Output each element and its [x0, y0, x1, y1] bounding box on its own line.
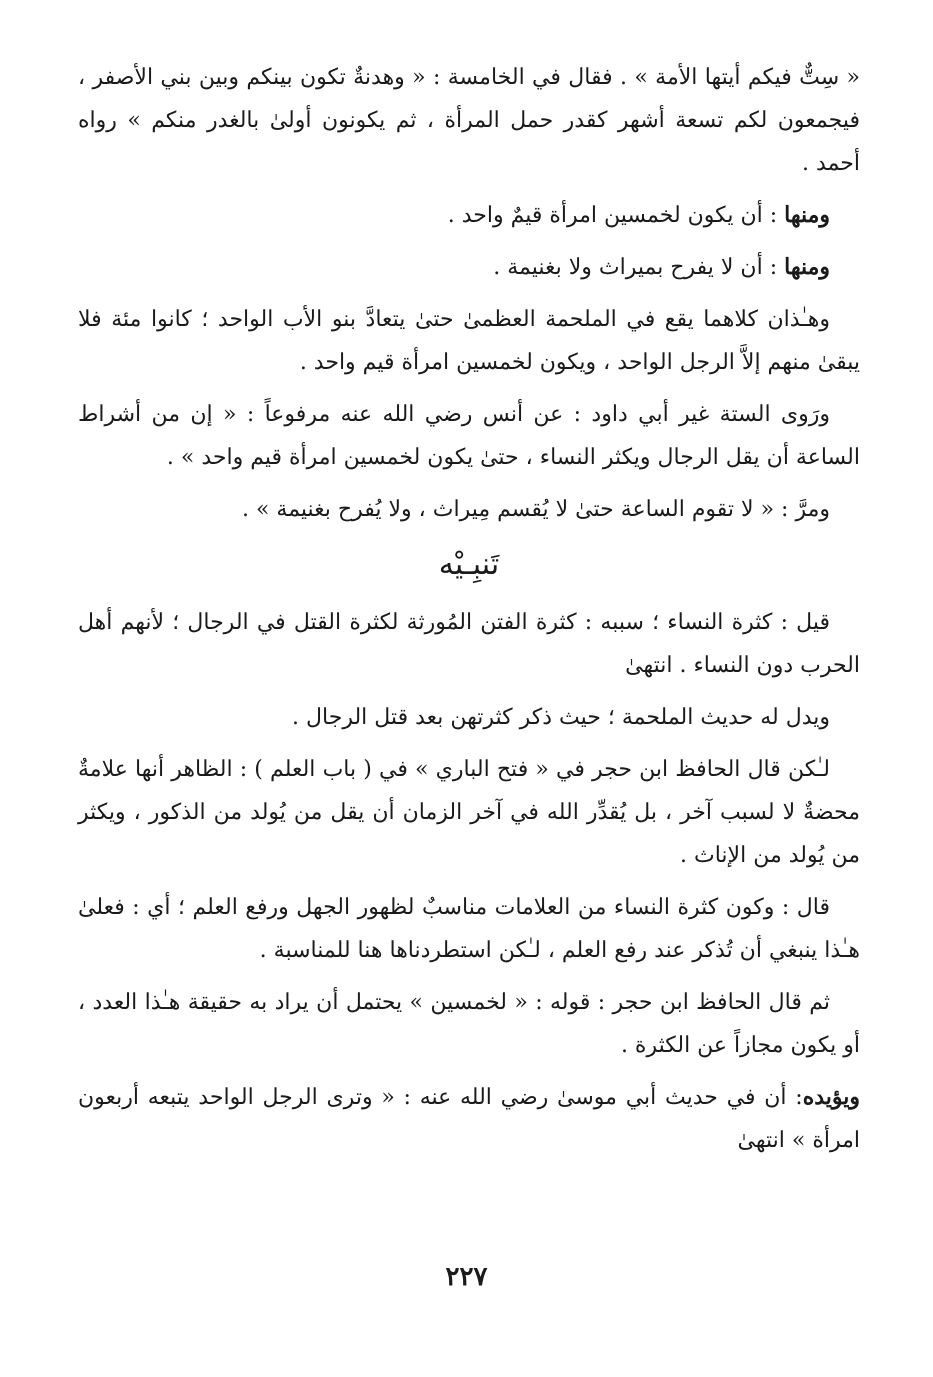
paragraph-8-text: ويدل له حديث الملحمة ؛ حيث ذكر كثرتهن بعد قتل الرجال . — [292, 705, 830, 730]
section-heading: تَنبِـيْه — [438, 547, 500, 582]
paragraph-11-text: ثم قال الحافظ ابن حجر : قوله : « لخمسين » يحتمل أن يراد به حقيقة هـٰذا العدد ، أو يكون مجازاً عن الكثرة . — [78, 990, 860, 1058]
paragraph-10-text: قال : وكون كثرة النساء من العلامات مناسبٌ لظهور الجهل ورفع العلم ؛ أي : فعلىٰ هـٰذا ينبغي أن تُذكر عند رفع العلم ، لـٰكن استطردناها هنا للمناسبة . — [78, 895, 860, 963]
paragraph-3-text: : أن لا يفرح بميراث ولا بغنيمة . — [493, 255, 785, 280]
paragraph-10 — [78, 886, 860, 972]
paragraph-6-text: ومرَّ : « لا تقوم الساعة حتىٰ لا يُقسم مِيراث ، ولا يُفرح بغنيمة » . — [241, 497, 830, 522]
paragraph-12 — [78, 1076, 860, 1162]
page-body — [78, 56, 860, 1171]
paragraph-4-text: وهـٰذان كلاهما يقع في الملحمة العظمىٰ حتىٰ يتعادَّ بنو الأب الواحد ؛ كانوا مئة فلا يبقىٰ منهم إلاَّ الرجل الواحد ، ويكون لخمسين امرأة قيم واحد . — [78, 307, 860, 375]
paragraph-3-lead: ومنها — [784, 254, 830, 280]
paragraph-7-text: قيل : كثرة النساء ؛ سببه : كثرة الفتن المُورثة لكثرة القتل في الرجال ؛ لأنهم أهل الحرب دون النساء . انتهىٰ — [78, 610, 860, 678]
paragraph-6 — [78, 488, 860, 531]
paragraph-2 — [78, 194, 860, 237]
paragraph-5-text: ورَوى الستة غير أبي داود : عن أنس رضي الله عنه مرفوعاً : « إن من أشراط الساعة أن يقل الرجال ويكثر النساء ، حتىٰ يكون لخمسين امرأة قيم واحد » . — [78, 402, 860, 470]
paragraph-3 — [78, 246, 860, 289]
paragraph-2-lead: ومنها — [784, 202, 830, 228]
paragraph-11 — [78, 981, 860, 1067]
paragraph-2-text: : أن يكون لخمسين امرأة قيمٌ واحد . — [447, 203, 785, 228]
paragraph-4 — [78, 298, 860, 384]
paragraph-12-lead: ويؤيده — [802, 1084, 860, 1110]
paragraph-7 — [78, 601, 860, 687]
paragraph-8 — [78, 696, 860, 739]
paragraph-1 — [78, 56, 860, 185]
paragraph-1-text: « سِتٌّ فيكم أيتها الأمة » . فقال في الخامسة : « وهدنةٌ تكون بينكم وبين بني الأصفر ، فيجمعون لكم تسعة أشهر كقدر حمل المرأة ، ثم يكونون أولىٰ بالغدر منكم » رواه أحمد . — [78, 65, 861, 176]
paragraph-12-text: : أن في حديث أبي موسىٰ رضي الله عنه : « وترى الرجل الواحد يتبعه أربعون امرأة » انتهىٰ — [78, 1085, 860, 1153]
page-number: ٢٢٧ — [445, 1262, 488, 1292]
paragraph-9-text: لـٰكن قال الحافظ ابن حجر في « فتح الباري » في ( باب العلم ) : الظاهر أنها علامةٌ محضةٌ لا لسبب آخر ، بل يُقدِّر الله في آخر الزمان أن يقل من يُولد من الذكور ، ويكثر من يُولد من الإناث . — [78, 757, 860, 868]
paragraph-5 — [78, 393, 860, 479]
paragraph-9 — [78, 748, 860, 877]
